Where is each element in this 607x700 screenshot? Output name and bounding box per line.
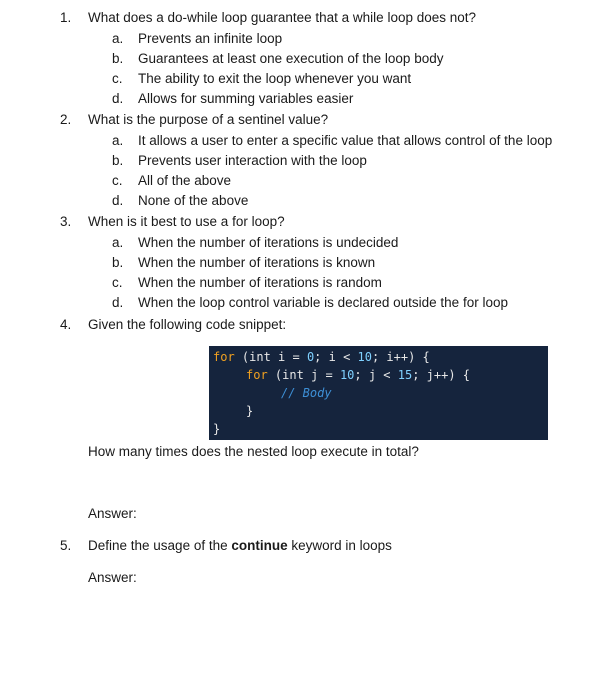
- option-3c: c. When the number of iterations is random: [112, 275, 382, 290]
- keyword-continue: continue: [231, 538, 288, 553]
- question-text: Given the following code snippet:: [88, 317, 287, 332]
- option-3d: d. When the loop control variable is declared outside the for loop: [112, 295, 508, 310]
- question-text-before: Define the usage of the: [88, 538, 232, 553]
- option-2a: a. It allows a user to enter a specific value that allows control of the loop: [112, 133, 553, 148]
- option-1c: c. The ability to exit the loop whenever you want: [112, 71, 412, 86]
- question-1: [60, 9, 476, 27]
- option-1b: b. Guarantees at least one execution of the loop body: [112, 51, 444, 66]
- question-text: What does a do-while loop guarantee that a while loop does not?: [88, 10, 477, 25]
- code-line-4: }: [246, 404, 254, 418]
- question-4: [60, 316, 286, 334]
- q4-followup: How many times does the nested loop execute in total?: [88, 444, 419, 459]
- option-1d: d. Allows for summing variables easier: [112, 91, 354, 106]
- question-number: 1.: [60, 10, 72, 25]
- code-line-3: // Body: [281, 386, 332, 400]
- option-3b: b. When the number of iterations is known: [112, 255, 376, 270]
- option-1a: a. Prevents an infinite loop: [112, 31, 283, 46]
- question-number: 2.: [60, 112, 72, 127]
- option-2b: b. Prevents user interaction with the loop: [112, 153, 367, 168]
- question-number: 5.: [60, 538, 72, 553]
- option-3a: a. When the number of iterations is undecided: [112, 235, 399, 250]
- answer-label: Answer:: [88, 506, 137, 521]
- option-2d: d. None of the above: [112, 193, 249, 208]
- question-3: [60, 213, 285, 231]
- code-line-2: for (int j = 10; j < 15; j++) {: [246, 368, 470, 382]
- code-line-5: }: [213, 422, 221, 436]
- option-2c: c. All of the above: [112, 173, 232, 188]
- question-number: 3.: [60, 214, 72, 229]
- question-5: [60, 537, 392, 555]
- question-text-after: keyword in loops: [287, 538, 392, 553]
- code-snippet: [209, 346, 548, 440]
- question-number: 4.: [60, 317, 72, 332]
- code-line-1: for (int i = 0; i < 10; i++) {: [213, 350, 430, 364]
- answer-label: Answer:: [88, 570, 137, 585]
- question-2: [60, 111, 328, 129]
- question-text: What is the purpose of a sentinel value?: [88, 112, 329, 127]
- question-text: When is it best to use a for loop?: [88, 214, 285, 229]
